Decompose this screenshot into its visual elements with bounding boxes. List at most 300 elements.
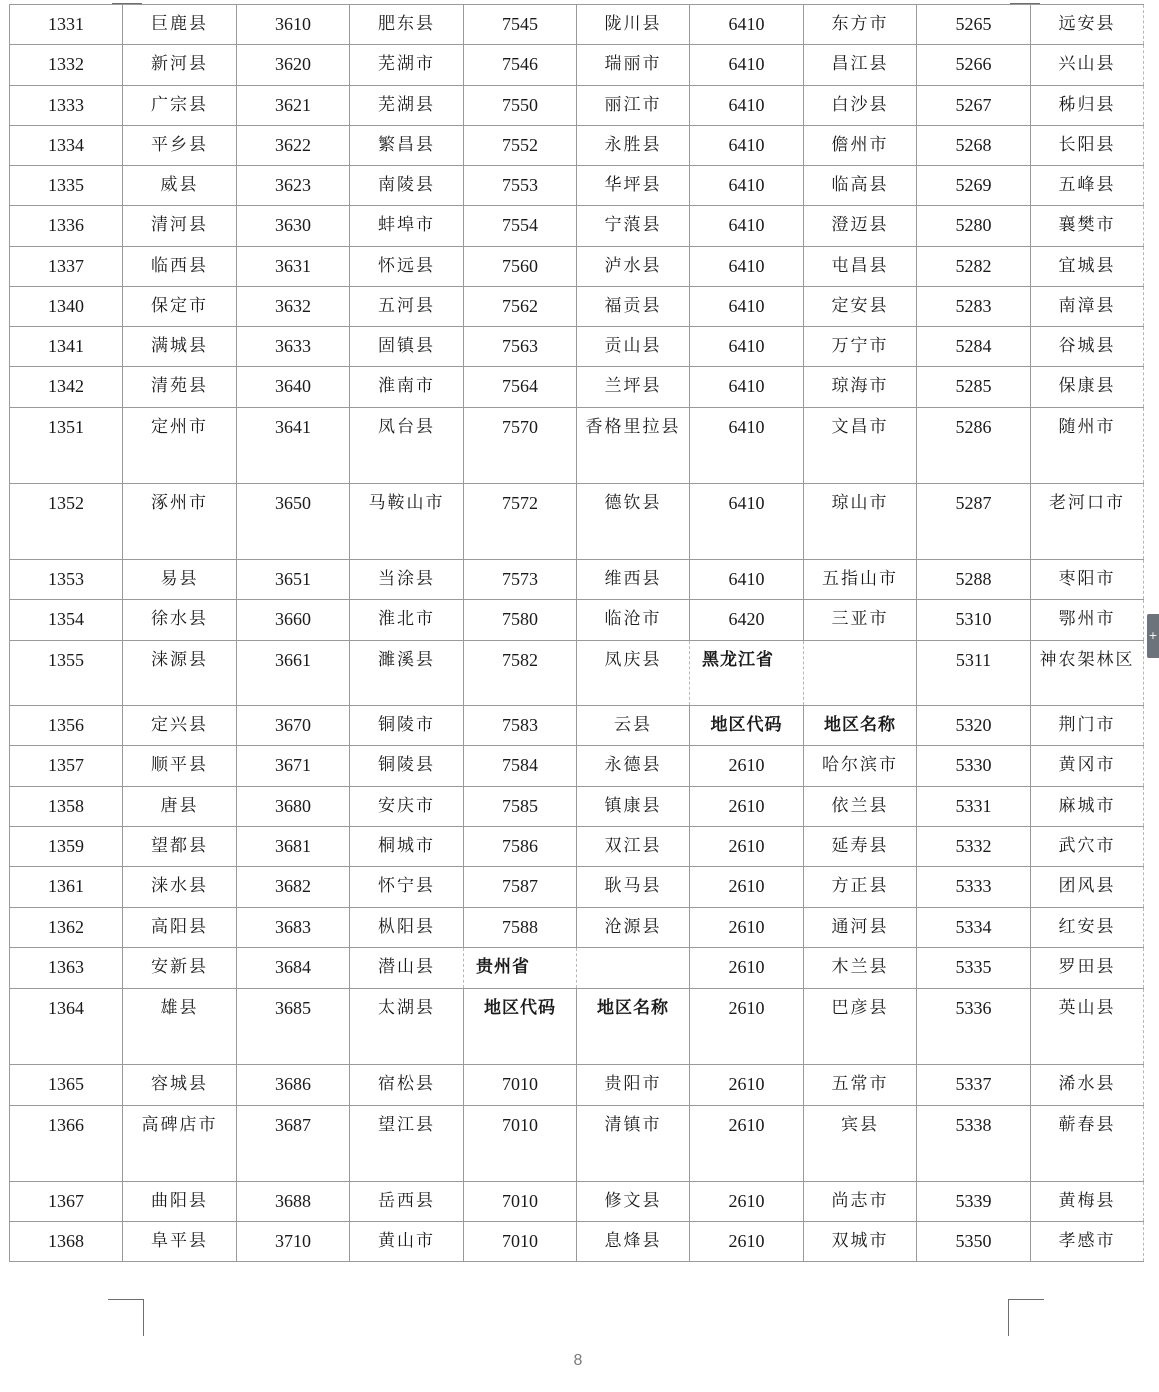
region-code-cell: 5332 <box>917 827 1031 867</box>
region-name-cell: 浠水县 <box>1031 1065 1144 1106</box>
region-name-cell: 文昌市 <box>804 408 917 484</box>
region-code-cell: 7554 <box>464 206 577 247</box>
region-name-cell: 鄂州市 <box>1031 600 1144 641</box>
region-name-cell: 曲阳县 <box>123 1182 237 1222</box>
region-name-cell: 肥东县 <box>350 5 464 45</box>
region-code-cell: 3661 <box>237 641 350 706</box>
region-name-cell: 万宁市 <box>804 327 917 367</box>
column-header: 地区代码 <box>690 706 804 746</box>
region-code-cell: 2610 <box>690 827 804 867</box>
region-name-cell: 福贡县 <box>577 287 690 327</box>
region-code-cell: 1362 <box>10 908 123 948</box>
table-row <box>10 1065 1144 1106</box>
region-name-cell: 麻城市 <box>1031 787 1144 827</box>
column-header: 地区名称 <box>804 706 917 746</box>
region-code-cell: 1332 <box>10 45 123 86</box>
region-name-cell: 沧源县 <box>577 908 690 948</box>
region-code-cell: 1366 <box>10 1106 123 1182</box>
region-code-cell: 5269 <box>917 166 1031 206</box>
region-code-cell: 6410 <box>690 126 804 166</box>
region-code-cell: 3681 <box>237 827 350 867</box>
table-row <box>10 86 1144 126</box>
region-code-cell: 3622 <box>237 126 350 166</box>
region-name-cell: 贡山县 <box>577 327 690 367</box>
region-name-cell: 巨鹿县 <box>123 5 237 45</box>
region-code-cell: 3641 <box>237 408 350 484</box>
region-code-cell: 5330 <box>917 746 1031 787</box>
region-code-cell: 5288 <box>917 560 1031 600</box>
region-code-cell: 1340 <box>10 287 123 327</box>
region-code-cell: 5331 <box>917 787 1031 827</box>
region-code-cell: 1363 <box>10 948 123 989</box>
region-code-cell: 5335 <box>917 948 1031 989</box>
region-code-cell: 5320 <box>917 706 1031 746</box>
region-name-cell: 雄县 <box>123 989 237 1065</box>
region-code-cell: 3630 <box>237 206 350 247</box>
region-code-cell: 6410 <box>690 206 804 247</box>
table-row <box>10 5 1144 45</box>
region-code-cell: 3685 <box>237 989 350 1065</box>
region-name-cell: 昌江县 <box>804 45 917 86</box>
region-name-cell: 宿松县 <box>350 1065 464 1106</box>
region-code-cell: 3687 <box>237 1106 350 1182</box>
region-name-cell: 枣阳市 <box>1031 560 1144 600</box>
region-code-cell: 7010 <box>464 1106 577 1182</box>
table-row <box>10 948 1144 989</box>
region-code-cell: 2610 <box>690 1222 804 1262</box>
crop-mark-bottom-right <box>1008 1299 1044 1336</box>
table-row <box>10 287 1144 327</box>
region-name-cell: 德钦县 <box>577 484 690 560</box>
region-code-cell: 7560 <box>464 247 577 287</box>
region-code-cell: 5282 <box>917 247 1031 287</box>
column-header: 地区名称 <box>577 989 690 1065</box>
region-code-cell: 7562 <box>464 287 577 327</box>
region-name-cell: 定安县 <box>804 287 917 327</box>
region-code-cell: 3631 <box>237 247 350 287</box>
region-name-cell: 兰坪县 <box>577 367 690 408</box>
region-name-cell: 丽江市 <box>577 86 690 126</box>
region-name-cell: 谷城县 <box>1031 327 1144 367</box>
region-name-cell: 南陵县 <box>350 166 464 206</box>
region-code-cell: 5311 <box>917 641 1031 706</box>
region-code-cell: 3670 <box>237 706 350 746</box>
region-name-cell: 南漳县 <box>1031 287 1144 327</box>
region-code-cell: 7546 <box>464 45 577 86</box>
region-name-cell: 马鞍山市 <box>350 484 464 560</box>
region-code-cell: 1354 <box>10 600 123 641</box>
region-code-cell: 1358 <box>10 787 123 827</box>
table-row <box>10 989 1144 1065</box>
region-code-cell: 3640 <box>237 367 350 408</box>
region-name-cell: 宾县 <box>804 1106 917 1182</box>
region-name-cell: 耿马县 <box>577 867 690 908</box>
region-name-cell: 新河县 <box>123 45 237 86</box>
region-name-cell: 云县 <box>577 706 690 746</box>
region-name-cell: 儋州市 <box>804 126 917 166</box>
region-code-cell: 7582 <box>464 641 577 706</box>
region-name-cell: 五河县 <box>350 287 464 327</box>
region-code-cell: 7563 <box>464 327 577 367</box>
region-name-cell: 襄樊市 <box>1031 206 1144 247</box>
region-name-cell: 武穴市 <box>1031 827 1144 867</box>
region-name-cell: 维西县 <box>577 560 690 600</box>
region-name-cell: 凤台县 <box>350 408 464 484</box>
table-row <box>10 408 1144 484</box>
region-code-cell: 6410 <box>690 45 804 86</box>
region-name-cell: 淮北市 <box>350 600 464 641</box>
region-name-cell: 琼海市 <box>804 367 917 408</box>
region-name-cell: 保康县 <box>1031 367 1144 408</box>
region-name-cell: 琼山市 <box>804 484 917 560</box>
region-code-cell: 3682 <box>237 867 350 908</box>
region-code-cell: 1361 <box>10 867 123 908</box>
region-name-cell: 岳西县 <box>350 1182 464 1222</box>
region-code-cell: 6410 <box>690 86 804 126</box>
region-name-cell: 满城县 <box>123 327 237 367</box>
region-code-cell: 3632 <box>237 287 350 327</box>
region-code-cell: 1336 <box>10 206 123 247</box>
region-name-cell: 定兴县 <box>123 706 237 746</box>
region-name-cell: 随州市 <box>1031 408 1144 484</box>
table-cell <box>577 948 690 989</box>
region-name-cell: 双城市 <box>804 1222 917 1262</box>
region-name-cell: 东方市 <box>804 5 917 45</box>
region-name-cell: 屯昌县 <box>804 247 917 287</box>
table-cell <box>804 641 917 706</box>
region-code-cell: 6410 <box>690 5 804 45</box>
region-code-cell: 3651 <box>237 560 350 600</box>
table-body <box>10 5 1144 1262</box>
table-row <box>10 327 1144 367</box>
region-code-cell: 6410 <box>690 287 804 327</box>
region-name-cell: 铜陵市 <box>350 706 464 746</box>
region-code-cell: 3686 <box>237 1065 350 1106</box>
region-name-cell: 兴山县 <box>1031 45 1144 86</box>
region-name-cell: 哈尔滨市 <box>804 746 917 787</box>
region-name-cell: 瑞丽市 <box>577 45 690 86</box>
region-code-cell: 7010 <box>464 1182 577 1222</box>
region-name-cell: 顺平县 <box>123 746 237 787</box>
region-name-cell: 芜湖县 <box>350 86 464 126</box>
region-name-cell: 固镇县 <box>350 327 464 367</box>
region-code-cell: 1331 <box>10 5 123 45</box>
region-name-cell: 容城县 <box>123 1065 237 1106</box>
region-code-cell: 1352 <box>10 484 123 560</box>
region-code-cell: 1351 <box>10 408 123 484</box>
region-name-cell: 方正县 <box>804 867 917 908</box>
region-name-cell: 蕲春县 <box>1031 1106 1144 1182</box>
region-code-cell: 2610 <box>690 746 804 787</box>
region-code-cell: 3623 <box>237 166 350 206</box>
region-code-cell: 1365 <box>10 1065 123 1106</box>
region-code-cell: 5334 <box>917 908 1031 948</box>
region-code-cell: 5266 <box>917 45 1031 86</box>
region-name-cell: 通河县 <box>804 908 917 948</box>
region-code-cell: 1337 <box>10 247 123 287</box>
region-name-cell: 永胜县 <box>577 126 690 166</box>
region-name-cell: 铜陵县 <box>350 746 464 787</box>
table-row <box>10 206 1144 247</box>
region-name-cell: 长阳县 <box>1031 126 1144 166</box>
region-name-cell: 泸水县 <box>577 247 690 287</box>
region-code-cell: 1368 <box>10 1222 123 1262</box>
region-name-cell: 怀远县 <box>350 247 464 287</box>
region-code-cell: 5267 <box>917 86 1031 126</box>
region-code-cell: 5283 <box>917 287 1031 327</box>
region-name-cell: 临高县 <box>804 166 917 206</box>
region-name-cell: 易县 <box>123 560 237 600</box>
table-row <box>10 247 1144 287</box>
region-name-cell: 芜湖市 <box>350 45 464 86</box>
table-row <box>10 908 1144 948</box>
region-name-cell: 宁蒗县 <box>577 206 690 247</box>
region-code-cell: 5337 <box>917 1065 1031 1106</box>
table-row <box>10 1182 1144 1222</box>
region-code-cell: 5339 <box>917 1182 1031 1222</box>
region-code-table <box>9 4 1144 1262</box>
region-code-cell: 1355 <box>10 641 123 706</box>
region-code-cell: 7010 <box>464 1065 577 1106</box>
region-name-cell: 桐城市 <box>350 827 464 867</box>
region-code-cell: 7010 <box>464 1222 577 1262</box>
region-code-cell: 1367 <box>10 1182 123 1222</box>
region-code-cell: 5336 <box>917 989 1031 1065</box>
region-name-cell: 安新县 <box>123 948 237 989</box>
region-code-cell: 5333 <box>917 867 1031 908</box>
table-row <box>10 1222 1144 1262</box>
table-row <box>10 641 1144 706</box>
region-code-cell: 7586 <box>464 827 577 867</box>
region-name-cell: 华坪县 <box>577 166 690 206</box>
region-name-cell: 香格里拉县 <box>577 408 690 484</box>
region-code-cell: 3683 <box>237 908 350 948</box>
region-name-cell: 徐水县 <box>123 600 237 641</box>
table-row <box>10 45 1144 86</box>
table-row <box>10 787 1144 827</box>
crop-mark-bottom-left <box>108 1299 144 1336</box>
region-name-cell: 繁昌县 <box>350 126 464 166</box>
region-code-cell: 1341 <box>10 327 123 367</box>
region-name-cell: 临西县 <box>123 247 237 287</box>
region-name-cell: 高阳县 <box>123 908 237 948</box>
region-name-cell: 望都县 <box>123 827 237 867</box>
region-code-cell: 5265 <box>917 5 1031 45</box>
region-code-cell: 7545 <box>464 5 577 45</box>
region-code-cell: 7588 <box>464 908 577 948</box>
region-name-cell: 宜城县 <box>1031 247 1144 287</box>
region-name-cell: 涿州市 <box>123 484 237 560</box>
region-name-cell: 濉溪县 <box>350 641 464 706</box>
page-number: 8 <box>573 1352 583 1369</box>
region-code-cell: 1333 <box>10 86 123 126</box>
region-code-cell: 2610 <box>690 1106 804 1182</box>
region-name-cell: 英山县 <box>1031 989 1144 1065</box>
region-code-cell: 2610 <box>690 1182 804 1222</box>
region-code-cell: 5350 <box>917 1222 1031 1262</box>
region-code-cell: 6410 <box>690 408 804 484</box>
region-name-cell: 保定市 <box>123 287 237 327</box>
region-name-cell: 高碑店市 <box>123 1106 237 1182</box>
table-row <box>10 560 1144 600</box>
region-name-cell: 孝感市 <box>1031 1222 1144 1262</box>
region-code-cell: 2610 <box>690 787 804 827</box>
region-name-cell: 威县 <box>123 166 237 206</box>
side-panel-tab[interactable]: + <box>1147 614 1159 658</box>
region-name-cell: 阜平县 <box>123 1222 237 1262</box>
region-code-cell: 5287 <box>917 484 1031 560</box>
column-header: 地区代码 <box>464 989 577 1065</box>
region-code-cell: 7553 <box>464 166 577 206</box>
region-name-cell: 怀宁县 <box>350 867 464 908</box>
region-name-cell: 红安县 <box>1031 908 1144 948</box>
region-name-cell: 三亚市 <box>804 600 917 641</box>
region-name-cell: 神农架林区 <box>1031 641 1144 706</box>
region-name-cell: 涞水县 <box>123 867 237 908</box>
region-name-cell: 修文县 <box>577 1182 690 1222</box>
region-code-cell: 7550 <box>464 86 577 126</box>
region-name-cell: 凤庆县 <box>577 641 690 706</box>
region-code-cell: 7587 <box>464 867 577 908</box>
table-row <box>10 600 1144 641</box>
region-code-cell: 7572 <box>464 484 577 560</box>
region-code-cell: 3620 <box>237 45 350 86</box>
region-code-cell: 2610 <box>690 867 804 908</box>
province-heading: 黑龙江省 <box>690 641 804 706</box>
region-code-cell: 2610 <box>690 908 804 948</box>
region-name-cell: 当涂县 <box>350 560 464 600</box>
region-name-cell: 双江县 <box>577 827 690 867</box>
region-code-cell: 3684 <box>237 948 350 989</box>
table-row <box>10 484 1144 560</box>
region-code-cell: 5286 <box>917 408 1031 484</box>
region-code-cell: 2610 <box>690 989 804 1065</box>
region-code-cell: 5338 <box>917 1106 1031 1182</box>
region-name-cell: 涞源县 <box>123 641 237 706</box>
region-code-cell: 1364 <box>10 989 123 1065</box>
region-code-cell: 1357 <box>10 746 123 787</box>
region-code-cell: 3610 <box>237 5 350 45</box>
region-name-cell: 唐县 <box>123 787 237 827</box>
region-name-cell: 贵阳市 <box>577 1065 690 1106</box>
region-code-cell: 3633 <box>237 327 350 367</box>
region-code-cell: 1353 <box>10 560 123 600</box>
region-code-cell: 7552 <box>464 126 577 166</box>
region-code-cell: 1335 <box>10 166 123 206</box>
region-code-cell: 2610 <box>690 948 804 989</box>
region-code-cell: 3710 <box>237 1222 350 1262</box>
region-name-cell: 安庆市 <box>350 787 464 827</box>
table-row <box>10 827 1144 867</box>
region-name-cell: 平乡县 <box>123 126 237 166</box>
region-name-cell: 清苑县 <box>123 367 237 408</box>
region-code-cell: 5284 <box>917 327 1031 367</box>
region-code-cell: 7573 <box>464 560 577 600</box>
region-code-cell: 7564 <box>464 367 577 408</box>
region-code-cell: 5285 <box>917 367 1031 408</box>
region-code-cell: 5280 <box>917 206 1031 247</box>
region-name-cell: 广宗县 <box>123 86 237 126</box>
table-row <box>10 867 1144 908</box>
region-name-cell: 望江县 <box>350 1106 464 1182</box>
region-code-cell: 6410 <box>690 560 804 600</box>
region-name-cell: 永德县 <box>577 746 690 787</box>
region-code-cell: 3680 <box>237 787 350 827</box>
region-name-cell: 依兰县 <box>804 787 917 827</box>
region-code-cell: 1359 <box>10 827 123 867</box>
region-name-cell: 老河口市 <box>1031 484 1144 560</box>
region-code-cell: 7570 <box>464 408 577 484</box>
region-name-cell: 团风县 <box>1031 867 1144 908</box>
region-name-cell: 尚志市 <box>804 1182 917 1222</box>
region-name-cell: 白沙县 <box>804 86 917 126</box>
region-name-cell: 木兰县 <box>804 948 917 989</box>
region-code-cell: 3671 <box>237 746 350 787</box>
region-code-cell: 3660 <box>237 600 350 641</box>
region-code-cell: 6420 <box>690 600 804 641</box>
table-row <box>10 126 1144 166</box>
region-code-cell: 5310 <box>917 600 1031 641</box>
region-code-cell: 1342 <box>10 367 123 408</box>
region-code-cell: 7583 <box>464 706 577 746</box>
region-name-cell: 清河县 <box>123 206 237 247</box>
region-name-cell: 荆门市 <box>1031 706 1144 746</box>
table-row <box>10 1106 1144 1182</box>
region-code-cell: 6410 <box>690 484 804 560</box>
region-code-cell: 3650 <box>237 484 350 560</box>
region-name-cell: 黄冈市 <box>1031 746 1144 787</box>
region-name-cell: 澄迈县 <box>804 206 917 247</box>
region-name-cell: 五常市 <box>804 1065 917 1106</box>
region-name-cell: 清镇市 <box>577 1106 690 1182</box>
region-code-cell: 6410 <box>690 327 804 367</box>
region-code-cell: 7584 <box>464 746 577 787</box>
region-code-cell: 5268 <box>917 126 1031 166</box>
region-code-cell: 6410 <box>690 166 804 206</box>
table-row <box>10 706 1144 746</box>
region-code-cell: 6410 <box>690 367 804 408</box>
region-name-cell: 临沧市 <box>577 600 690 641</box>
region-code-cell: 7580 <box>464 600 577 641</box>
region-name-cell: 蚌埠市 <box>350 206 464 247</box>
region-name-cell: 息烽县 <box>577 1222 690 1262</box>
region-name-cell: 秭归县 <box>1031 86 1144 126</box>
region-code-cell: 3688 <box>237 1182 350 1222</box>
region-name-cell: 延寿县 <box>804 827 917 867</box>
region-code-cell: 3621 <box>237 86 350 126</box>
region-name-cell: 黄梅县 <box>1031 1182 1144 1222</box>
region-name-cell: 淮南市 <box>350 367 464 408</box>
region-code-cell: 1334 <box>10 126 123 166</box>
region-name-cell: 远安县 <box>1031 5 1144 45</box>
region-code-cell: 1356 <box>10 706 123 746</box>
region-name-cell: 罗田县 <box>1031 948 1144 989</box>
region-name-cell: 枞阳县 <box>350 908 464 948</box>
region-name-cell: 五指山市 <box>804 560 917 600</box>
region-name-cell: 黄山市 <box>350 1222 464 1262</box>
region-code-cell: 7585 <box>464 787 577 827</box>
region-name-cell: 五峰县 <box>1031 166 1144 206</box>
province-heading: 贵州省 <box>464 948 577 989</box>
region-name-cell: 太湖县 <box>350 989 464 1065</box>
region-code-cell: 2610 <box>690 1065 804 1106</box>
region-name-cell: 陇川县 <box>577 5 690 45</box>
table-row <box>10 166 1144 206</box>
table-row <box>10 746 1144 787</box>
region-name-cell: 镇康县 <box>577 787 690 827</box>
region-code-cell: 6410 <box>690 247 804 287</box>
region-name-cell: 定州市 <box>123 408 237 484</box>
